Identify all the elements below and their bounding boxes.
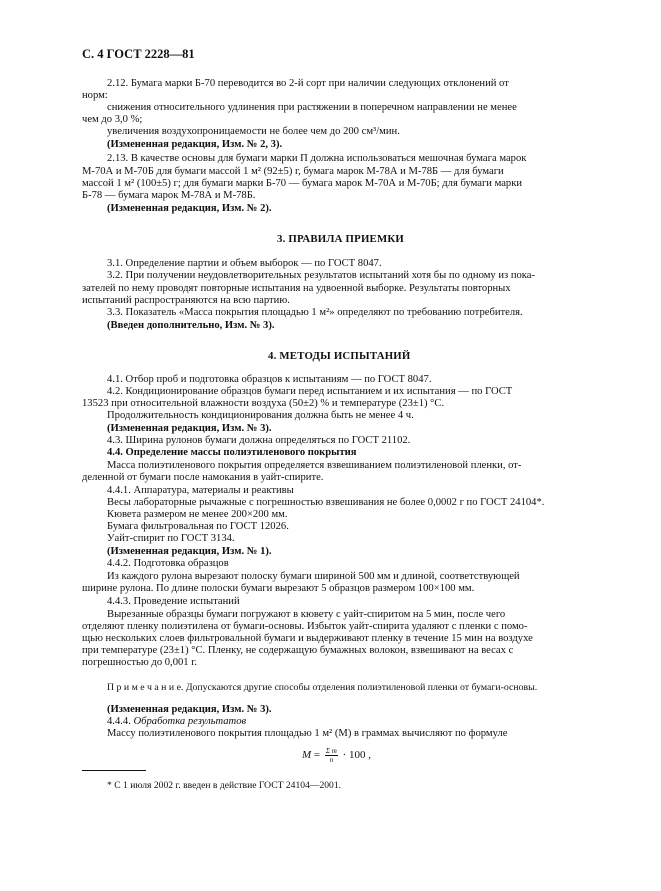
paragraph-line: щью нескольких слоев фильтровальной бумаги и выдерживают пленку в течение 15 мин на воздухе [82, 633, 533, 644]
paragraph-line: 4.4.2. Подготовка образцов [107, 558, 229, 569]
amendment-note: (Измененная редакция, Изм. № 1). [107, 546, 272, 557]
paragraph-line: Масса полиэтиленового покрытия определяется взвешиванием полиэтиленовой пленки, от- [107, 460, 522, 471]
paragraph-line: снижения относительного удлинения при растяжении в поперечном направлении не менее [107, 102, 517, 113]
paragraph-line: 4.4.1. Аппаратура, материалы и реактивы [107, 485, 294, 496]
subsection-name: Обработка результатов [133, 716, 247, 727]
paragraph-line: массой 1 м² (100±5) г; для бумаги марки Б-70 — бумага марок М-70А и М-70Б; для бумаги марки [82, 178, 523, 189]
paragraph-line: Бумага фильтровальная по ГОСТ 12026. [107, 521, 289, 532]
paragraph-line: 4.1. Отбор проб и подготовка образцов к испытаниям — по ГОСТ 8047. [107, 374, 432, 385]
paragraph-line: чем до 3,0 %; [82, 114, 143, 125]
paragraph-line: отделяют пленку полиэтилена от бумаги-основы. Избыток уайт-спирита удаляют с пленки с помо- [82, 621, 528, 632]
section-title: 4. МЕТОДЫ ИСПЫТАНИЙ [268, 350, 411, 362]
note-text: Допускаются другие способы отделения полиэтиленовой пленки от бумаги-основы. [185, 682, 538, 693]
page-header: С. 4 ГОСТ 2228—81 [82, 47, 195, 61]
subsection-number: 4.4.4. [107, 716, 131, 727]
paragraph-line: 2.12. Бумага марки Б-70 переводится во 2-й сорт при наличии следующих отклонений от [107, 78, 509, 89]
paragraph-line: 13523 при относительной влажности воздуха (50±2) % и температуре (23±1) °С. [82, 398, 445, 409]
amendment-note: (Введен дополнительно, Изм. № 3). [107, 320, 275, 331]
amendment-note: (Измененная редакция, Изм. № 3). [107, 423, 272, 434]
amendment-note: (Измененная редакция, Изм. № 2). [107, 203, 272, 214]
paragraph-line: погрешностью до 0,001 г. [82, 657, 198, 668]
section-title: 3. ПРАВИЛА ПРИЕМКИ [277, 233, 404, 245]
paragraph-line: ширине рулона. По длине полоски бумаги вырезают 5 образцов размером 100×100 мм. [82, 583, 475, 594]
subsection-title [107, 716, 246, 728]
paragraph-line: Уайт-спирит по ГОСТ 3134. [107, 533, 235, 544]
formula-numerator: Σ m [325, 746, 337, 755]
paragraph-line: 4.2. Кондиционирование образцов бумаги перед испытанием и их испытания — по ГОСТ [107, 386, 513, 397]
amendment-note: (Измененная редакция, Изм. № 2, 3). [107, 139, 283, 150]
paragraph-line: норм: [82, 90, 108, 101]
formula [302, 745, 371, 765]
note-line [107, 682, 537, 694]
subsection-title: 4.4. Определение массы полиэтиленового покрытия [107, 447, 357, 458]
paragraph-line: Вырезанные образцы бумаги погружают в кювету с уайт-спиритом на 5 мин, после чего [107, 609, 506, 620]
paragraph-line: 4.3. Ширина рулонов бумаги должна определяться по ГОСТ 21102. [107, 435, 411, 446]
formula-lhs: M [302, 749, 312, 761]
formula-rest: · 100 , [342, 749, 372, 761]
paragraph-line: увеличения воздухопроницаемости не более чем до 200 см³/мин. [107, 126, 400, 137]
formula-denominator: n [329, 755, 334, 764]
note-label: П р и м е ч а н и е. [107, 682, 184, 693]
paragraph-line: Из каждого рулона вырезают полоску бумаги шириной 500 мм и длиной, соответствующей [107, 571, 520, 582]
formula-fraction [325, 747, 338, 764]
footnote-divider [82, 770, 146, 771]
paragraph-line: 3.1. Определение партии и объем выборок — по ГОСТ 8047. [107, 258, 382, 269]
paragraph-line: испытаний распространяются на всю партию. [82, 295, 290, 306]
paragraph-line: 4.4.3. Проведение испытаний [107, 596, 240, 607]
paragraph-line: М-70А и М-70Б для бумаги массой 1 м² (92±5) г, бумага марок М-78А и М-78Б — для бумаги [82, 166, 504, 177]
paragraph-line: при температуре (23±1) °С. Пленку, не содержащую бумажных волокон, взвешивают на весах с [82, 645, 514, 656]
paragraph-line: Продолжительность кондиционирования должна быть не менее 4 ч. [107, 410, 414, 421]
footnote: * С 1 июля 2002 г. введен в действие ГОСТ 24104—2001. [107, 780, 342, 791]
paragraph-line: зателей по нему проводят повторные испытания на удвоенной выборке. Результаты повторных [82, 283, 511, 294]
paragraph-line: 3.3. Показатель «Масса покрытия площадью 1 м²» определяют по требованию потребителя. [107, 307, 523, 318]
amendment-note: (Измененная редакция, Изм. № 3). [107, 704, 272, 715]
paragraph-line: Б-78 — бумага марок М-78А и М-78Б. [82, 190, 256, 201]
paragraph-line: 3.2. При получении неудовлетворительных результатов испытаний хотя бы по одному из пока- [107, 270, 536, 281]
formula-eq: = [313, 749, 321, 761]
paragraph-line: 2.13. В качестве основы для бумаги марки П должна использоваться мешочная бумага марок [107, 153, 527, 164]
paragraph-line: Весы лабораторные рычажные с погрешностью взвешивания не более 0,0002 г по ГОСТ 24104*. [107, 497, 545, 508]
paragraph-line: деленной от бумаги после намокания в уайт-спирите. [82, 472, 324, 483]
paragraph-line: Массу полиэтиленового покрытия площадью 1 м² (М) в граммах вычисляют по формуле [107, 728, 508, 739]
paragraph-line: Кювета размером не менее 200×200 мм. [107, 509, 288, 520]
